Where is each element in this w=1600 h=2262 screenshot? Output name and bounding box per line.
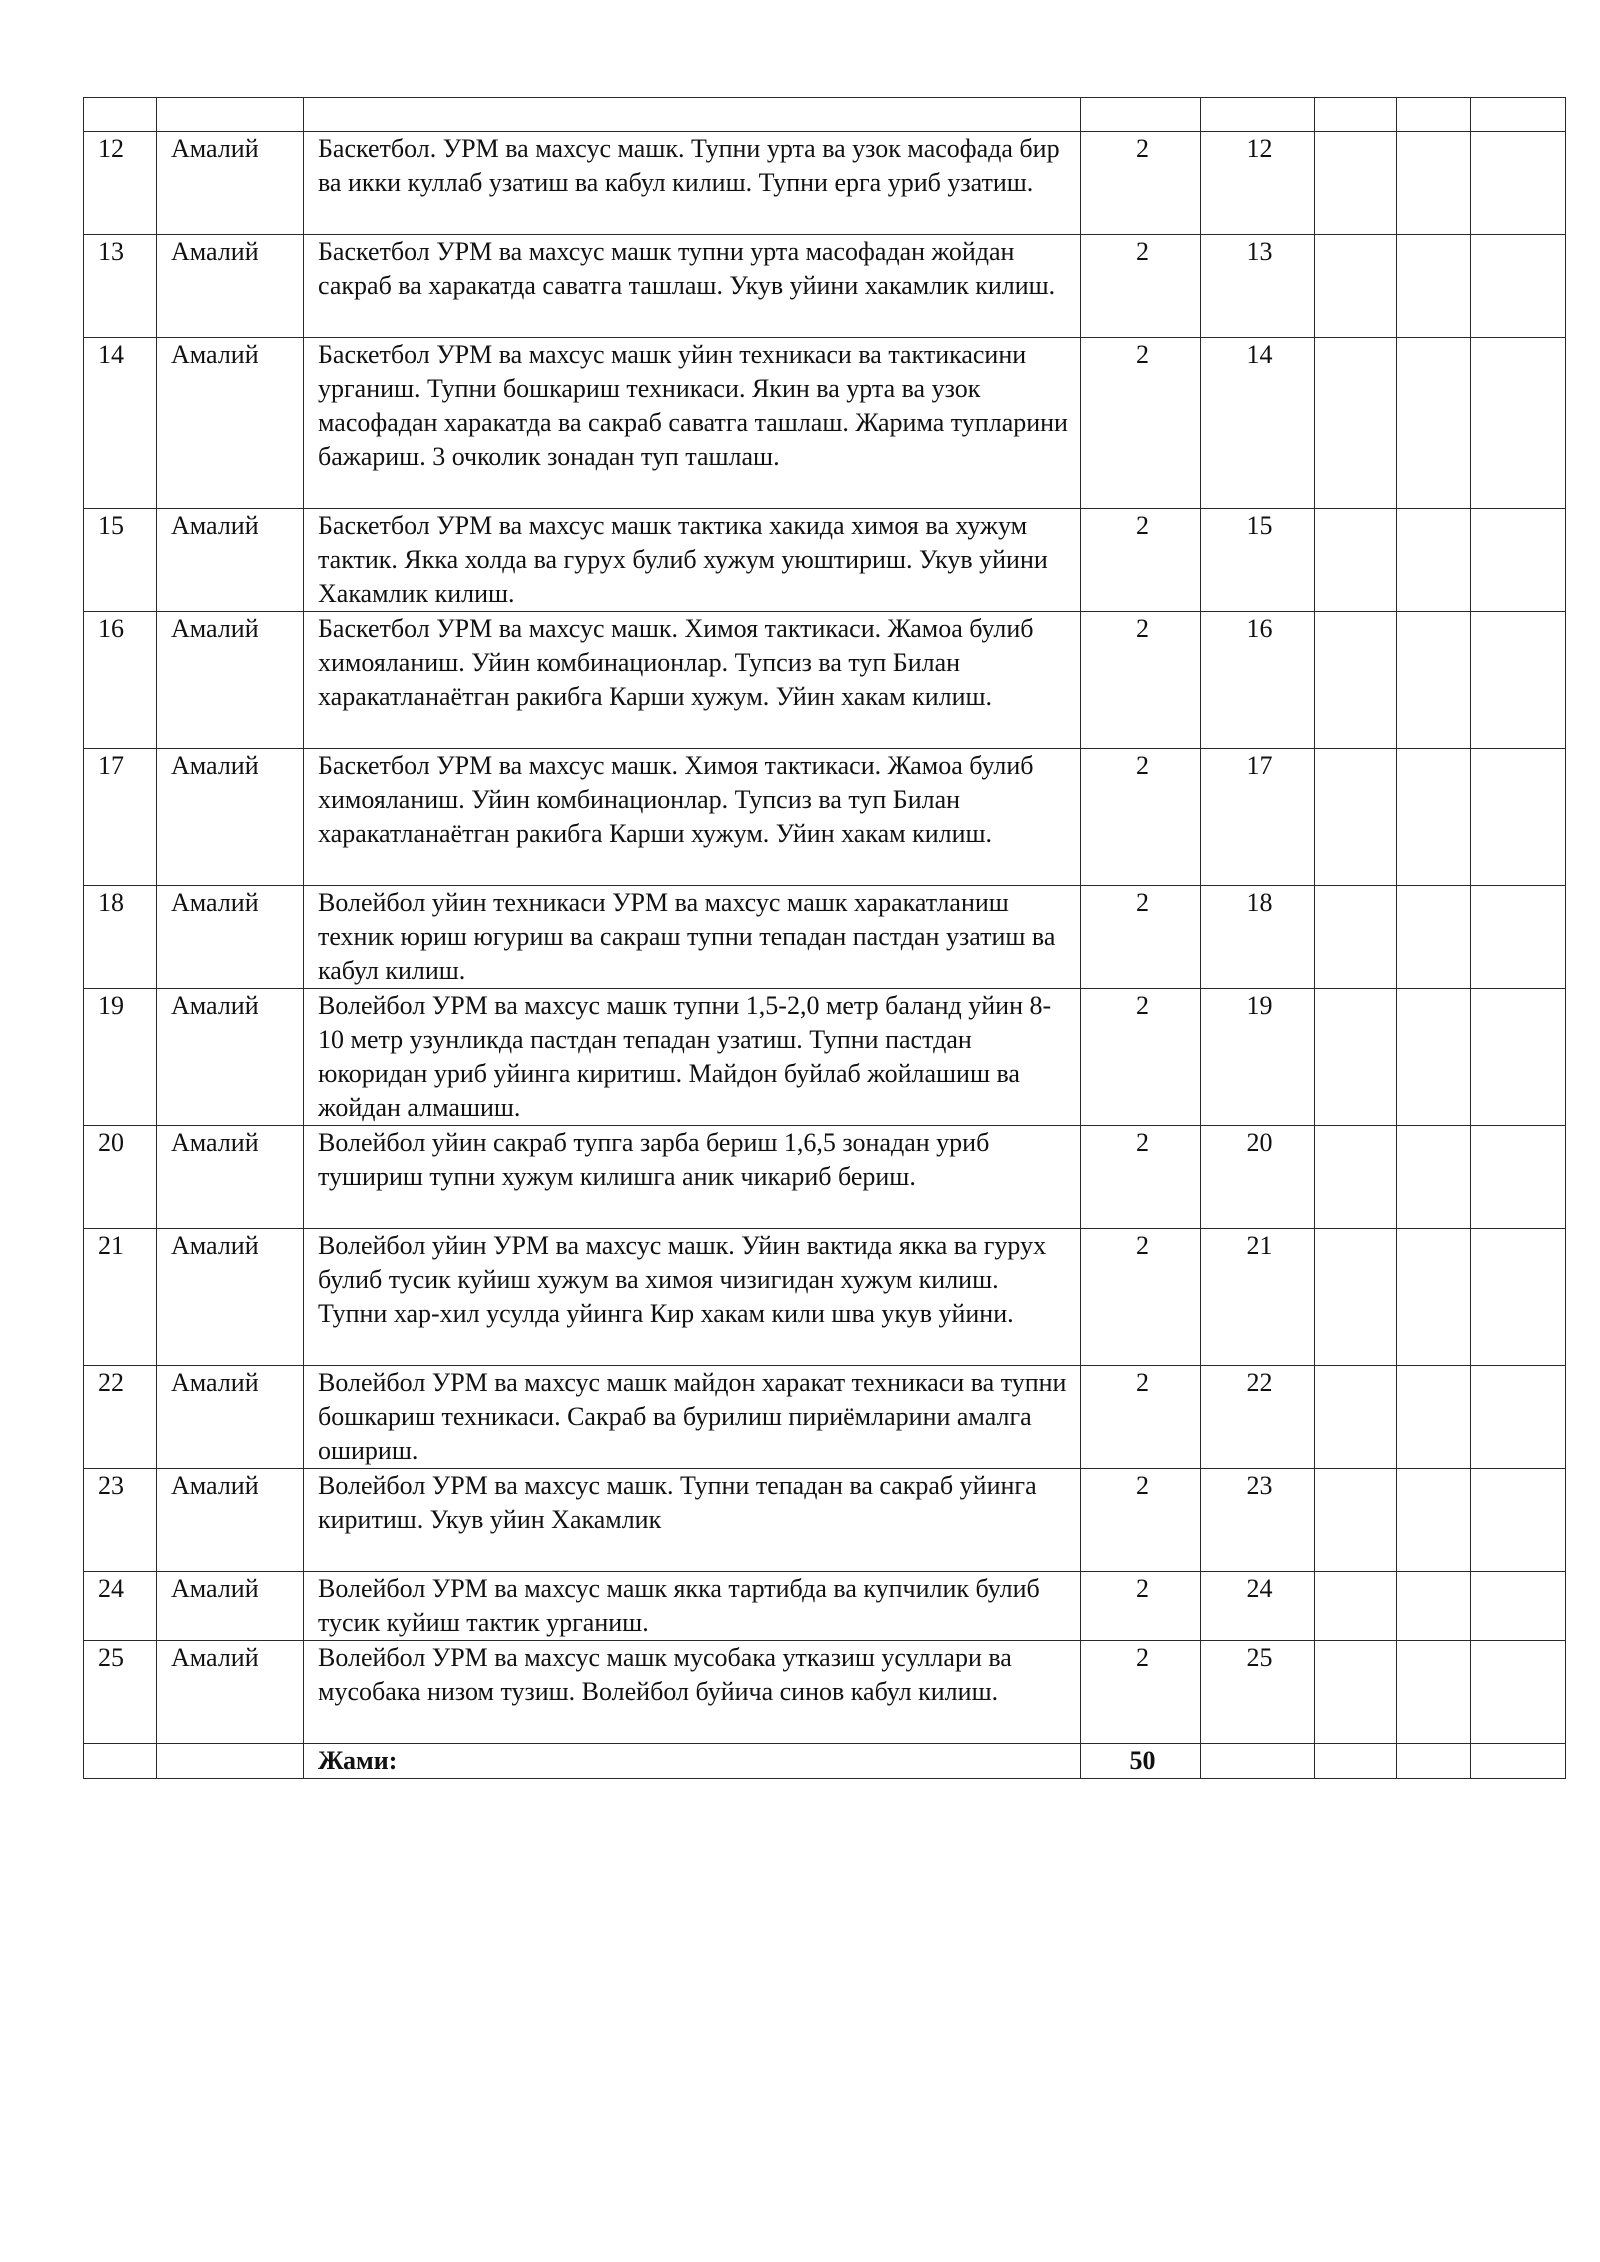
lesson-number-cell: 18 bbox=[84, 886, 157, 989]
table-row bbox=[84, 509, 1566, 612]
empty-cell bbox=[1201, 1744, 1315, 1779]
table-row bbox=[84, 886, 1566, 989]
total-row bbox=[84, 1744, 1566, 1779]
empty-cell bbox=[1315, 338, 1397, 509]
empty-cell bbox=[157, 1744, 304, 1779]
empty-cell bbox=[1315, 612, 1397, 749]
lesson-topic-cell: Волейбол УРМ ва махсус машк мусобака утказиш усуллари ва мусобака низом тузиш. Волейбол буйича синов кабул килиш. bbox=[304, 1641, 1081, 1744]
table-body bbox=[84, 98, 1566, 1779]
header-cell bbox=[1081, 98, 1201, 132]
empty-cell bbox=[1315, 1469, 1397, 1572]
lesson-hours-cell: 2 bbox=[1081, 1229, 1201, 1366]
lesson-week-cell: 18 bbox=[1201, 886, 1315, 989]
header-cell bbox=[84, 98, 157, 132]
lesson-hours-cell: 2 bbox=[1081, 749, 1201, 886]
lesson-week-cell: 25 bbox=[1201, 1641, 1315, 1744]
lesson-hours-cell: 2 bbox=[1081, 1366, 1201, 1469]
lesson-type-cell: Амалий bbox=[157, 1469, 304, 1572]
header-cell bbox=[1471, 98, 1566, 132]
table-row bbox=[84, 612, 1566, 749]
lesson-number-cell: 12 bbox=[84, 132, 157, 235]
lesson-number-cell: 14 bbox=[84, 338, 157, 509]
empty-cell bbox=[1315, 1572, 1397, 1641]
total-label: Жами: bbox=[304, 1744, 1081, 1779]
table-row bbox=[84, 1229, 1566, 1366]
lesson-topic-cell: Волейбол УРМ ва махсус машк якка тартибда ва купчилик булиб тусик куйиш тактик урганиш. bbox=[304, 1572, 1081, 1641]
lesson-week-cell: 22 bbox=[1201, 1366, 1315, 1469]
lesson-hours-cell: 2 bbox=[1081, 338, 1201, 509]
table-row bbox=[84, 1572, 1566, 1641]
lesson-type-cell: Амалий bbox=[157, 1229, 304, 1366]
empty-cell bbox=[1471, 1126, 1566, 1229]
lesson-week-cell: 23 bbox=[1201, 1469, 1315, 1572]
lesson-topic-cell: Баскетбол УРМ ва махсус машк тупни урта масофадан жойдан сакраб ва харакатда саватга ташлаш. Укув уйини хакамлик килиш. bbox=[304, 235, 1081, 338]
table-row bbox=[84, 749, 1566, 886]
empty-cell bbox=[1471, 1744, 1566, 1779]
lesson-week-cell: 24 bbox=[1201, 1572, 1315, 1641]
lesson-topic-cell: Волейбол уйин УРМ ва махсус машк. Уйин вактида якка ва гурух булиб тусик куйиш хужум ва химоя чизигидан хужум килиш. Тупни хар-хил усулда уйинга Кир хакам кили шва укув уйини. bbox=[304, 1229, 1081, 1366]
lesson-type-cell: Амалий bbox=[157, 338, 304, 509]
lesson-week-cell: 21 bbox=[1201, 1229, 1315, 1366]
lesson-type-cell: Амалий bbox=[157, 1641, 304, 1744]
lesson-number-cell: 19 bbox=[84, 989, 157, 1126]
lesson-type-cell: Амалий bbox=[157, 1126, 304, 1229]
table-row bbox=[84, 235, 1566, 338]
empty-cell bbox=[1471, 1229, 1566, 1366]
table-row bbox=[84, 338, 1566, 509]
header-cell bbox=[304, 98, 1081, 132]
header-cell bbox=[1315, 98, 1397, 132]
lesson-hours-cell: 2 bbox=[1081, 235, 1201, 338]
empty-cell bbox=[1397, 1572, 1471, 1641]
lesson-week-cell: 19 bbox=[1201, 989, 1315, 1126]
lesson-topic-cell: Баскетбол. УРМ ва махсус машк. Тупни урта ва узок масофада бир ва икки куллаб узатиш ва кабул килиш. Тупни ерга уриб узатиш. bbox=[304, 132, 1081, 235]
lesson-number-cell: 23 bbox=[84, 1469, 157, 1572]
empty-cell bbox=[1315, 132, 1397, 235]
table-row bbox=[84, 1366, 1566, 1469]
empty-cell bbox=[1397, 1126, 1471, 1229]
lesson-topic-cell: Волейбол УРМ ва махсус машк майдон харакат техникаси ва тупни бошкариш техникаси. Сакраб ва бурилиш пириёмларини амалга ошириш. bbox=[304, 1366, 1081, 1469]
empty-cell bbox=[1397, 989, 1471, 1126]
lesson-week-cell: 16 bbox=[1201, 612, 1315, 749]
empty-cell bbox=[1315, 1126, 1397, 1229]
table-row bbox=[84, 132, 1566, 235]
empty-cell bbox=[1315, 1641, 1397, 1744]
empty-cell bbox=[1315, 886, 1397, 989]
empty-cell bbox=[1471, 749, 1566, 886]
empty-cell bbox=[1397, 338, 1471, 509]
table-row bbox=[84, 989, 1566, 1126]
lesson-number-cell: 22 bbox=[84, 1366, 157, 1469]
empty-cell bbox=[1471, 235, 1566, 338]
empty-cell bbox=[1471, 338, 1566, 509]
lesson-hours-cell: 2 bbox=[1081, 989, 1201, 1126]
lesson-type-cell: Амалий bbox=[157, 1366, 304, 1469]
empty-cell bbox=[1315, 1366, 1397, 1469]
lesson-hours-cell: 2 bbox=[1081, 1641, 1201, 1744]
empty-cell bbox=[1471, 612, 1566, 749]
lesson-topic-cell: Баскетбол УРМ ва махсус машк уйин техникаси ва тактикасини урганиш. Тупни бошкариш техникаси. Якин ва урта ва узок масофадан харакатда ва сакраб саватга ташлаш. Жарима тупларини бажариш. 3 очколик зонадан туп ташлаш. bbox=[304, 338, 1081, 509]
empty-cell bbox=[84, 1744, 157, 1779]
lesson-week-cell: 17 bbox=[1201, 749, 1315, 886]
lesson-number-cell: 21 bbox=[84, 1229, 157, 1366]
lesson-topic-cell: Баскетбол УРМ ва махсус машк тактика хакида химоя ва хужум тактик. Якка холда ва гурух булиб хужум уюштириш. Укув уйини Хакамлик килиш. bbox=[304, 509, 1081, 612]
empty-cell bbox=[1471, 1572, 1566, 1641]
lesson-week-cell: 12 bbox=[1201, 132, 1315, 235]
lesson-hours-cell: 2 bbox=[1081, 1126, 1201, 1229]
empty-cell bbox=[1471, 1469, 1566, 1572]
empty-cell bbox=[1471, 989, 1566, 1126]
lesson-type-cell: Амалий bbox=[157, 886, 304, 989]
lesson-type-cell: Амалий bbox=[157, 989, 304, 1126]
empty-cell bbox=[1397, 1641, 1471, 1744]
header-cell bbox=[1397, 98, 1471, 132]
lesson-topic-cell: Волейбол уйин техникаси УРМ ва махсус машк харакатланиш техник юриш югуриш ва сакраш тупни тепадан пастдан узатиш ва кабул килиш. bbox=[304, 886, 1081, 989]
lesson-type-cell: Амалий bbox=[157, 509, 304, 612]
lesson-week-cell: 14 bbox=[1201, 338, 1315, 509]
lesson-number-cell: 17 bbox=[84, 749, 157, 886]
lesson-hours-cell: 2 bbox=[1081, 1572, 1201, 1641]
empty-cell bbox=[1397, 132, 1471, 235]
lesson-topic-cell: Баскетбол УРМ ва махсус машк. Химоя тактикаси. Жамоа булиб химояланиш. Уйин комбинационлар. Тупсиз ва туп Билан харакатланаётган ракибга Карши хужум. Уйин хакам килиш. bbox=[304, 612, 1081, 749]
empty-cell bbox=[1397, 509, 1471, 612]
lesson-hours-cell: 2 bbox=[1081, 886, 1201, 989]
lesson-type-cell: Амалий bbox=[157, 132, 304, 235]
lesson-topic-cell: Баскетбол УРМ ва махсус машк. Химоя тактикаси. Жамоа булиб химояланиш. Уйин комбинационлар. Тупсиз ва туп Билан харакатланаётган ракибга Карши хужум. Уйин хакам килиш. bbox=[304, 749, 1081, 886]
lesson-number-cell: 15 bbox=[84, 509, 157, 612]
empty-cell bbox=[1397, 886, 1471, 989]
lesson-hours-cell: 2 bbox=[1081, 612, 1201, 749]
total-hours: 50 bbox=[1081, 1744, 1201, 1779]
table-row bbox=[84, 1469, 1566, 1572]
lesson-number-cell: 13 bbox=[84, 235, 157, 338]
empty-cell bbox=[1315, 1744, 1397, 1779]
lesson-number-cell: 20 bbox=[84, 1126, 157, 1229]
empty-cell bbox=[1471, 1366, 1566, 1469]
empty-cell bbox=[1315, 749, 1397, 886]
empty-cell bbox=[1471, 509, 1566, 612]
lesson-type-cell: Амалий bbox=[157, 749, 304, 886]
empty-cell bbox=[1397, 1229, 1471, 1366]
lesson-type-cell: Амалий bbox=[157, 235, 304, 338]
lesson-week-cell: 13 bbox=[1201, 235, 1315, 338]
lesson-number-cell: 25 bbox=[84, 1641, 157, 1744]
empty-cell bbox=[1315, 1229, 1397, 1366]
empty-cell bbox=[1471, 886, 1566, 989]
empty-cell bbox=[1315, 509, 1397, 612]
empty-cell bbox=[1471, 1641, 1566, 1744]
empty-cell bbox=[1397, 1366, 1471, 1469]
empty-cell bbox=[1397, 1744, 1471, 1779]
empty-cell bbox=[1397, 612, 1471, 749]
empty-cell bbox=[1315, 989, 1397, 1126]
empty-cell bbox=[1397, 1469, 1471, 1572]
empty-cell bbox=[1397, 235, 1471, 338]
lesson-hours-cell: 2 bbox=[1081, 132, 1201, 235]
lesson-topic-cell: Волейбол уйин сакраб тупга зарба бериш 1,6,5 зонадан уриб тушириш тупни хужум килишга аник чикариб бериш. bbox=[304, 1126, 1081, 1229]
table-row bbox=[84, 1641, 1566, 1744]
table-header-row bbox=[84, 98, 1566, 132]
lesson-type-cell: Амалий bbox=[157, 1572, 304, 1641]
lesson-week-cell: 15 bbox=[1201, 509, 1315, 612]
table-row bbox=[84, 1126, 1566, 1229]
empty-cell bbox=[1315, 235, 1397, 338]
lesson-hours-cell: 2 bbox=[1081, 1469, 1201, 1572]
lesson-topic-cell: Волейбол УРМ ва махсус машк. Тупни тепадан ва сакраб уйинга киритиш. Укув уйин Хакамлик bbox=[304, 1469, 1081, 1572]
lesson-type-cell: Амалий bbox=[157, 612, 304, 749]
empty-cell bbox=[1471, 132, 1566, 235]
header-cell bbox=[157, 98, 304, 132]
lesson-topic-cell: Волейбол УРМ ва махсус машк тупни 1,5-2,0 метр баланд уйин 8-10 метр узунликда пастдан тепадан узатиш. Тупни пастдан юкоридан уриб уйинга киритиш. Майдон буйлаб жойлашиш ва жойдан алмашиш. bbox=[304, 989, 1081, 1126]
lesson-plan-table bbox=[83, 97, 1566, 1779]
lesson-week-cell: 20 bbox=[1201, 1126, 1315, 1229]
lesson-hours-cell: 2 bbox=[1081, 509, 1201, 612]
lesson-number-cell: 16 bbox=[84, 612, 157, 749]
header-cell bbox=[1201, 98, 1315, 132]
lesson-number-cell: 24 bbox=[84, 1572, 157, 1641]
empty-cell bbox=[1397, 749, 1471, 886]
